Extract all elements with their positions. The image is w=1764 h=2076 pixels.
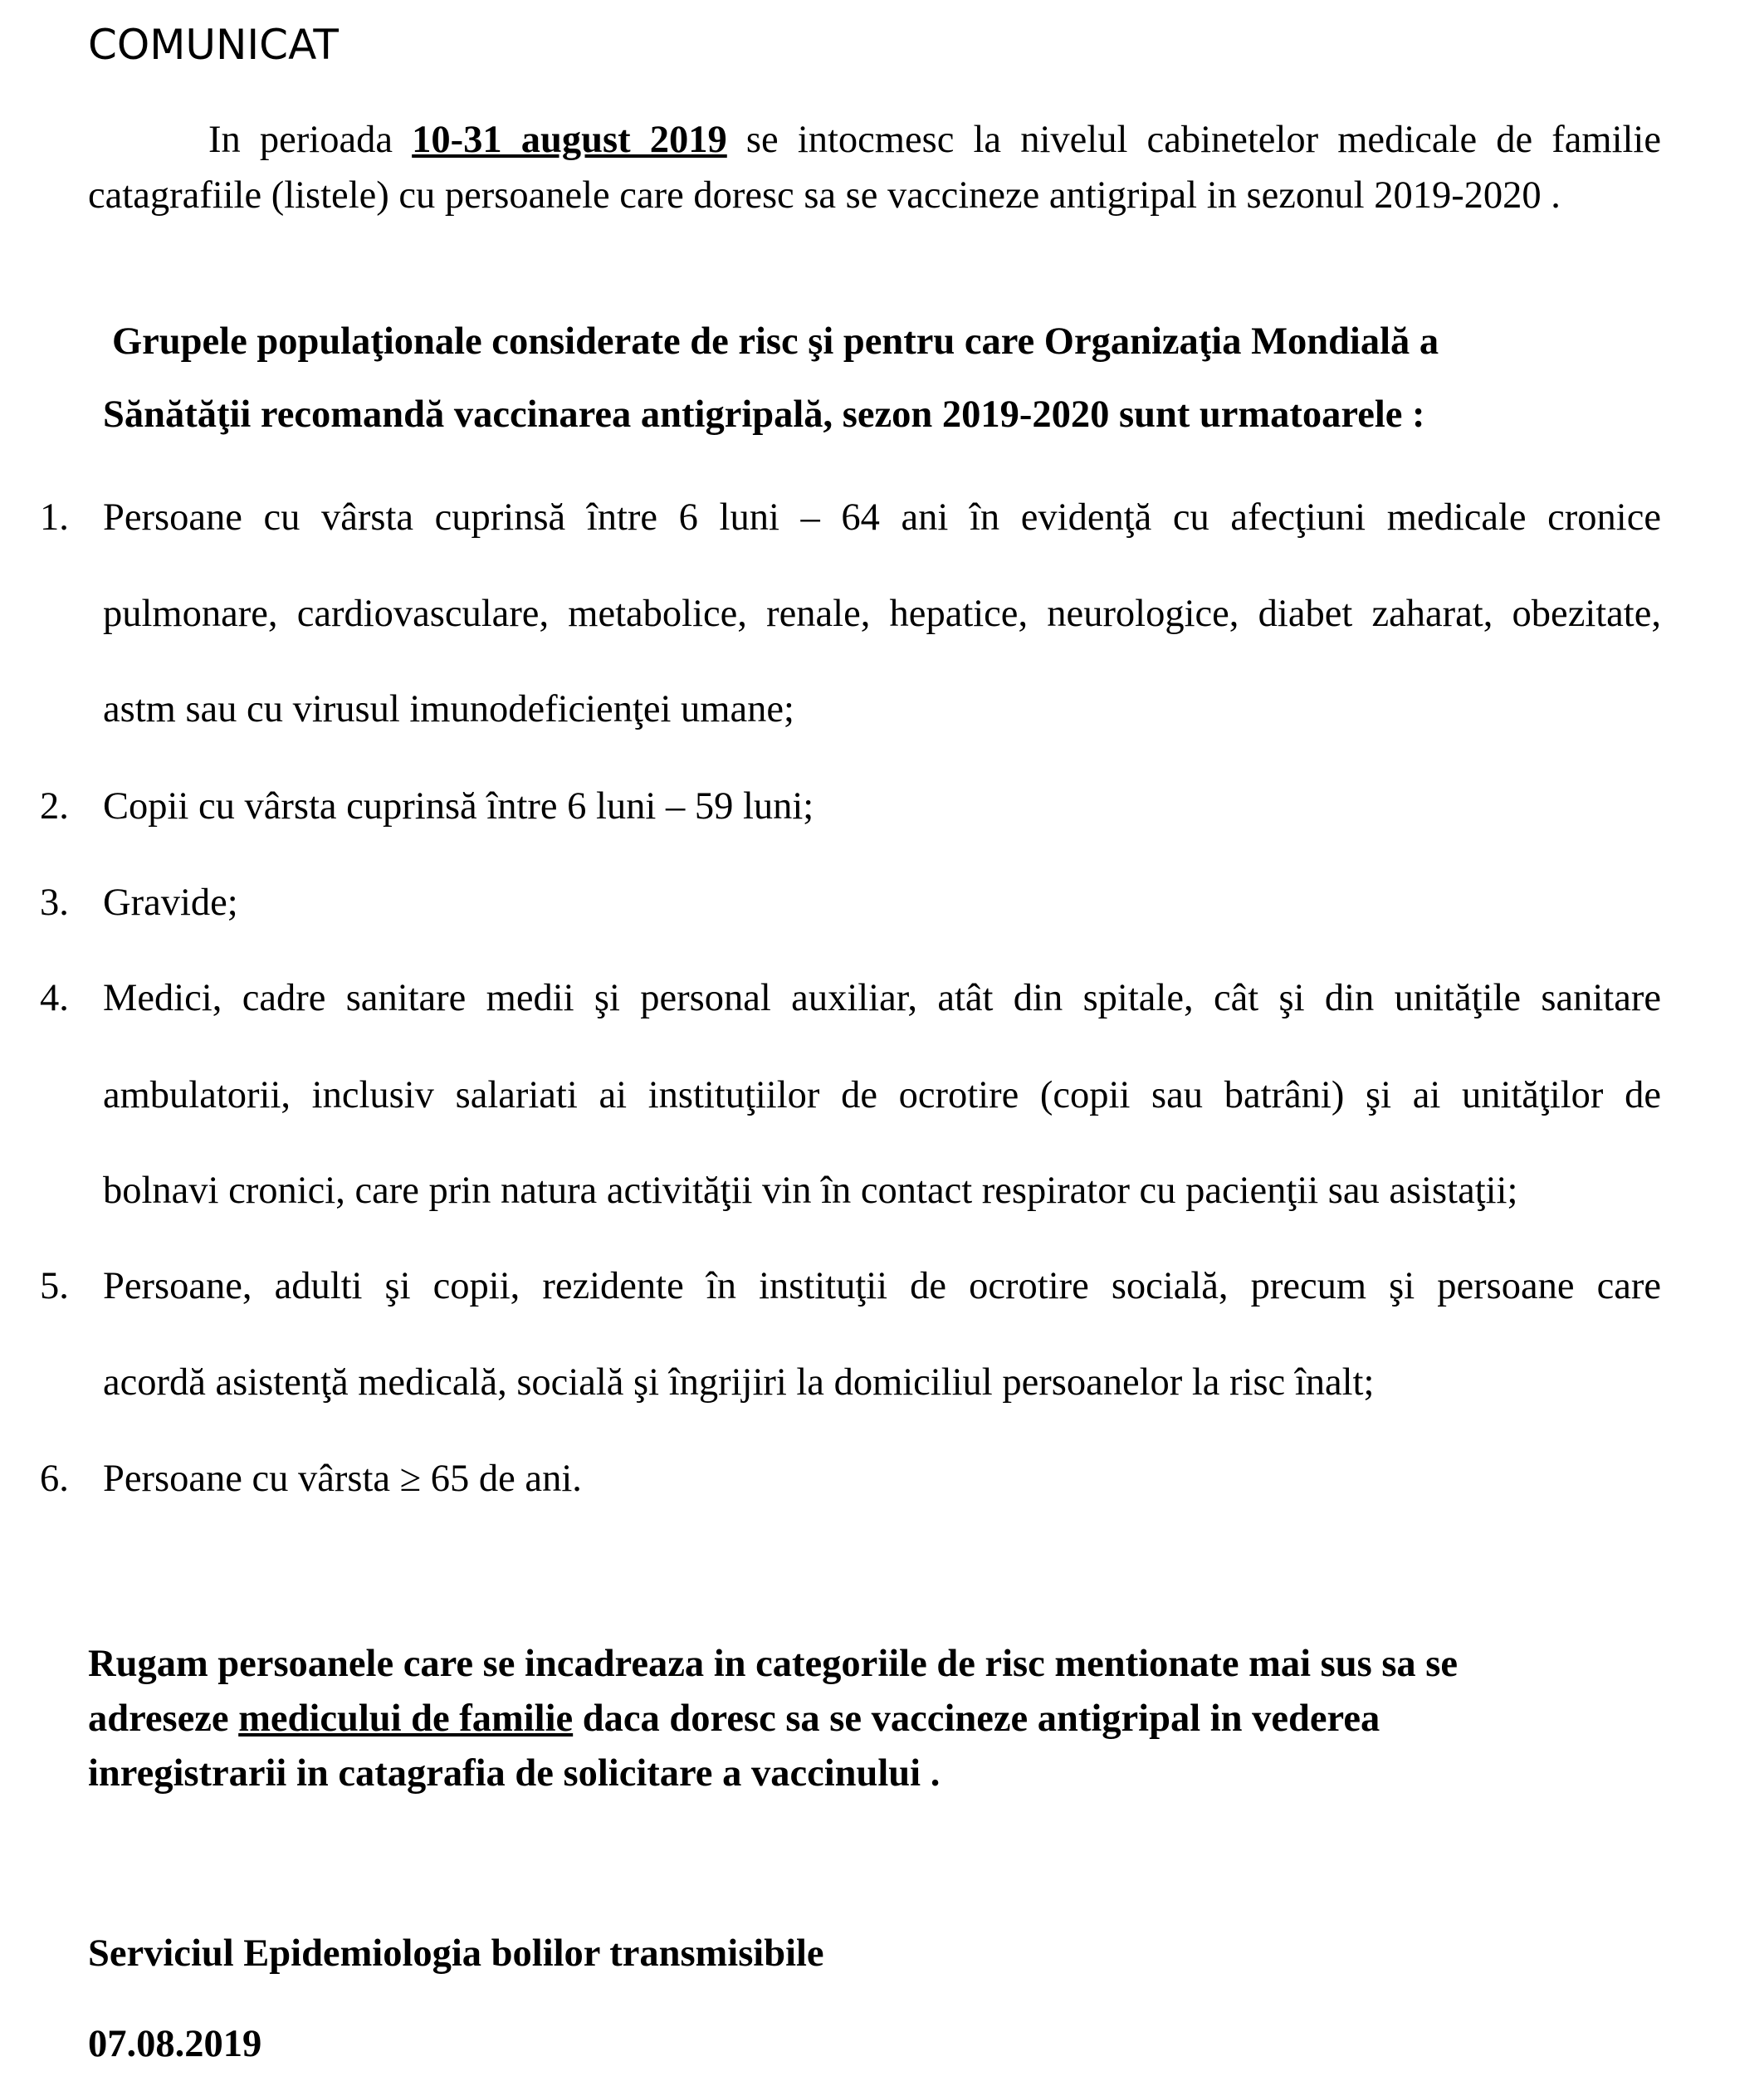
family-doctor-emphasis: medicului de familie	[238, 1697, 574, 1740]
list-item-line: bolnavi cronici, care prin natura activităţii vin în contact respirator cu pacienţii sau asistaţii;	[103, 1170, 1518, 1212]
list-item-number: 3.	[40, 882, 69, 924]
intro-dates: 10-31 august 2019	[412, 119, 727, 161]
list-item-line: acordă asistenţă medicală, socială şi îngrijiri la domiciliul persoanelor la risc înalt;	[103, 1361, 1375, 1404]
intro-text-end: se intocmesc la nivelul cabinetelor medicale de familie catagrafiile (listele) cu persoanele care doresc sa se vaccineze antigripal in sezonul 2019-2020 .	[88, 119, 1661, 217]
list-item-line: Gravide;	[103, 882, 238, 924]
intro-text-start: In perioada	[208, 119, 413, 161]
closing-text-start: adreseze	[88, 1697, 239, 1740]
intro-paragraph	[88, 112, 1661, 223]
list-item-number: 2.	[40, 785, 69, 828]
closing-line-2	[88, 1693, 1380, 1745]
document-date: 07.08.2019	[88, 2023, 262, 2065]
signature: Serviciul Epidemiologia bolilor transmisibile	[88, 1932, 824, 1975]
list-item-number: 1.	[40, 496, 69, 539]
list-item-line: Persoane cu vârsta ≥ 65 de ani.	[103, 1458, 582, 1500]
heading-line-2: Sănătăţii recomandă vaccinarea antigripală, sezon 2019-2020 sunt urmatoarele :	[103, 393, 1425, 436]
document-title: COMUNICAT	[88, 21, 339, 69]
list-item-number: 5.	[40, 1265, 69, 1307]
list-item-line: Persoane cu vârsta cuprinsă între 6 luni – 64 ani în evidenţă cu afecţiuni medicale cronice	[103, 496, 1661, 539]
closing-line-1: Rugam persoanele care se incadreaza in categoriile de risc mentionate mai sus sa se	[88, 1643, 1459, 1685]
list-item-line: ambulatorii, inclusiv salariati ai instituţiilor de ocrotire (copii sau batrâni) şi ai unităţilor de	[103, 1074, 1661, 1116]
list-item-line: astm sau cu virusul imunodeficienţei umane;	[103, 688, 794, 730]
closing-text-end: daca doresc sa se vaccineze antigripal in vederea	[573, 1697, 1380, 1740]
list-item-line: Copii cu vârsta cuprinsă între 6 luni – 59 luni;	[103, 785, 814, 828]
list-item-line: Persoane, adulti şi copii, rezidente în instituţii de ocrotire socială, precum şi persoane care	[103, 1265, 1661, 1307]
heading-line-1: Grupele populaţionale considerate de risc şi pentru care Organizaţia Mondială a	[112, 320, 1439, 363]
list-item-number: 6.	[40, 1458, 69, 1500]
list-item-line: Medici, cadre sanitare medii şi personal auxiliar, atât din spitale, cât şi din unităţile sanitare	[103, 977, 1661, 1019]
list-item-number: 4.	[40, 977, 69, 1019]
list-item-line: pulmonare, cardiovasculare, metabolice, renale, hepatice, neurologice, diabet zaharat, obezitate,	[103, 593, 1661, 635]
closing-line-3: inregistrarii in catagrafia de solicitare a vaccinului .	[88, 1752, 941, 1795]
